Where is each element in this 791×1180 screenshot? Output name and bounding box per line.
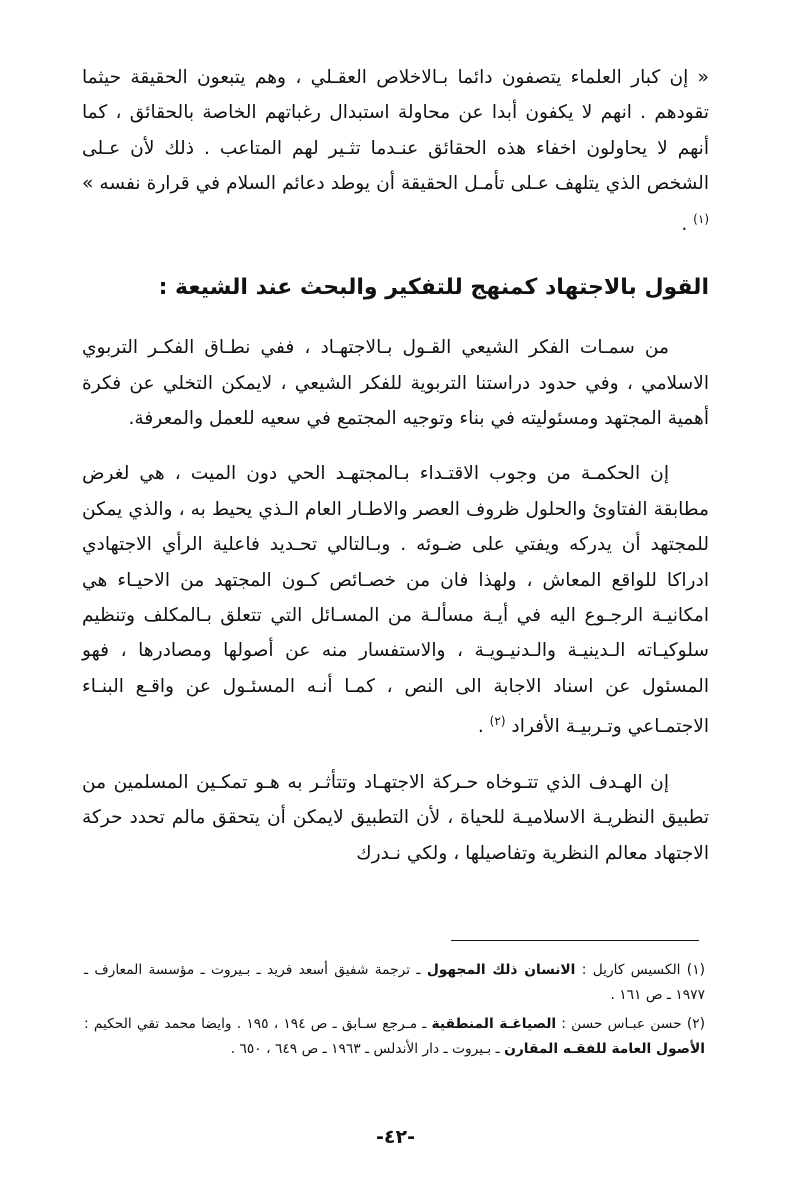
paragraph-4: إن الهـدف الذي تتـوخاه حـركة الاجتهـاد وتتأثـر به هـو تمكـين المسلمين من تطبيق النظريـة الاسلاميـة للحياة ، لأن التطبيق لايمكن أن يتحقق مالم تحدد حركة الاجتهاد معالم النظرية وتفاصيلها ، ولكي نـدرك — [82, 771, 709, 864]
footnote-2: (٢) حسن عبـاس حسن : الصياغـة المنطقية ـ مـرجع سـابق ـ ص ١٩٤ ، ١٩٥ . وايضا محمد تقي الحكيم : الأصول العامة للفقـه المقارن ـ بـيروت ـ دار الأندلس ـ ١٩٦٣ ـ ص ٦٤٩ ، ٦٥٠ . — [84, 1016, 706, 1057]
footnote-1: (١) الكسيس كاريل : الانسان ذلك المجهول ـ ترجمة شفيق أسعد فريد ـ بـيروت ـ مؤسسة المعارف ـ ١٩٧٧ ـ ص ١٦١ . — [84, 962, 705, 1003]
page-number: -٤٢- — [376, 1126, 415, 1148]
section-heading: القول بالاجتهاد كمنهج للتفكير والبحث عند الشيعة : — [158, 275, 709, 301]
footnotes — [84, 958, 705, 1066]
footnote-ref-1: (١) — [693, 211, 709, 226]
paragraph-2: من سمـات الفكر الشيعي القـول بـالاجتهـاد ، ففي نطـاق الفكـر التربوي الاسلامي ، وفي حدود دراستنا التربوية للفكر الشيعي ، لايمكن التخلي عن فكرة أهمية المجتهد ومسئوليته في بناء وتوجيه المجتمع في سعيه للعمل والمعرفة. — [82, 337, 709, 430]
quote-paragraph: « إن كبار العلماء يتصفون دائما بـالاخلاص العقـلي ، وهم يتبعون الحقيقة حيثما تقودهم . انهم لا يكفون أبدا عن محاولة استبدال رغباتهم الخاصة بالحقائق ، كما أنهم لا يحاولون اخفاء هذه الحقائق عنـدما تثـير لهم المتاعب . ذلك لأن عـلى الشخص الذي يتلهف عـلى تأمـل الحقيقة أن يوطد دعائم السلام في قرارة نفسه » $^{(١)}$ . — [82, 67, 709, 235]
page-body — [82, 60, 709, 871]
footnote-ref-2: (٢) — [489, 714, 506, 729]
paragraph-3: إن الحكمـة من وجوب الاقتـداء بـالمجتهـد الحي دون الميت ، هي لغرض مطابقة الفتاوئ والحلول ظروف العصر والاطـار العام الـذي يحيط به ، والذي يمكن للمجتهد أن يدركه ويفتي على ضـوئه . وبـالتالي تحـديد فاعلية الرأي الاجتهادي ادراكا للواقع المعاش ، ولهذا فان من خصـائص كـون المجتهد من الاحيـاء هي امكانيـة الرجـوع اليه في أيـة مسألـة من المسـائل التي تتعلق بـالمكلف وتنظيم سلوكيـاته الـدينيـة والـدنيـويـة ، والاستفسار منه عن أصولها ومصادرها ، فهو المسئول عن اسناد الاجابة الى النص ، كمـا أنـه المسئـول عن واقـع البنـاء الاجتمـاعي وتـربيـة الأفراد $^{(٢)}$ . — [82, 463, 709, 738]
footnote-divider — [451, 940, 699, 941]
